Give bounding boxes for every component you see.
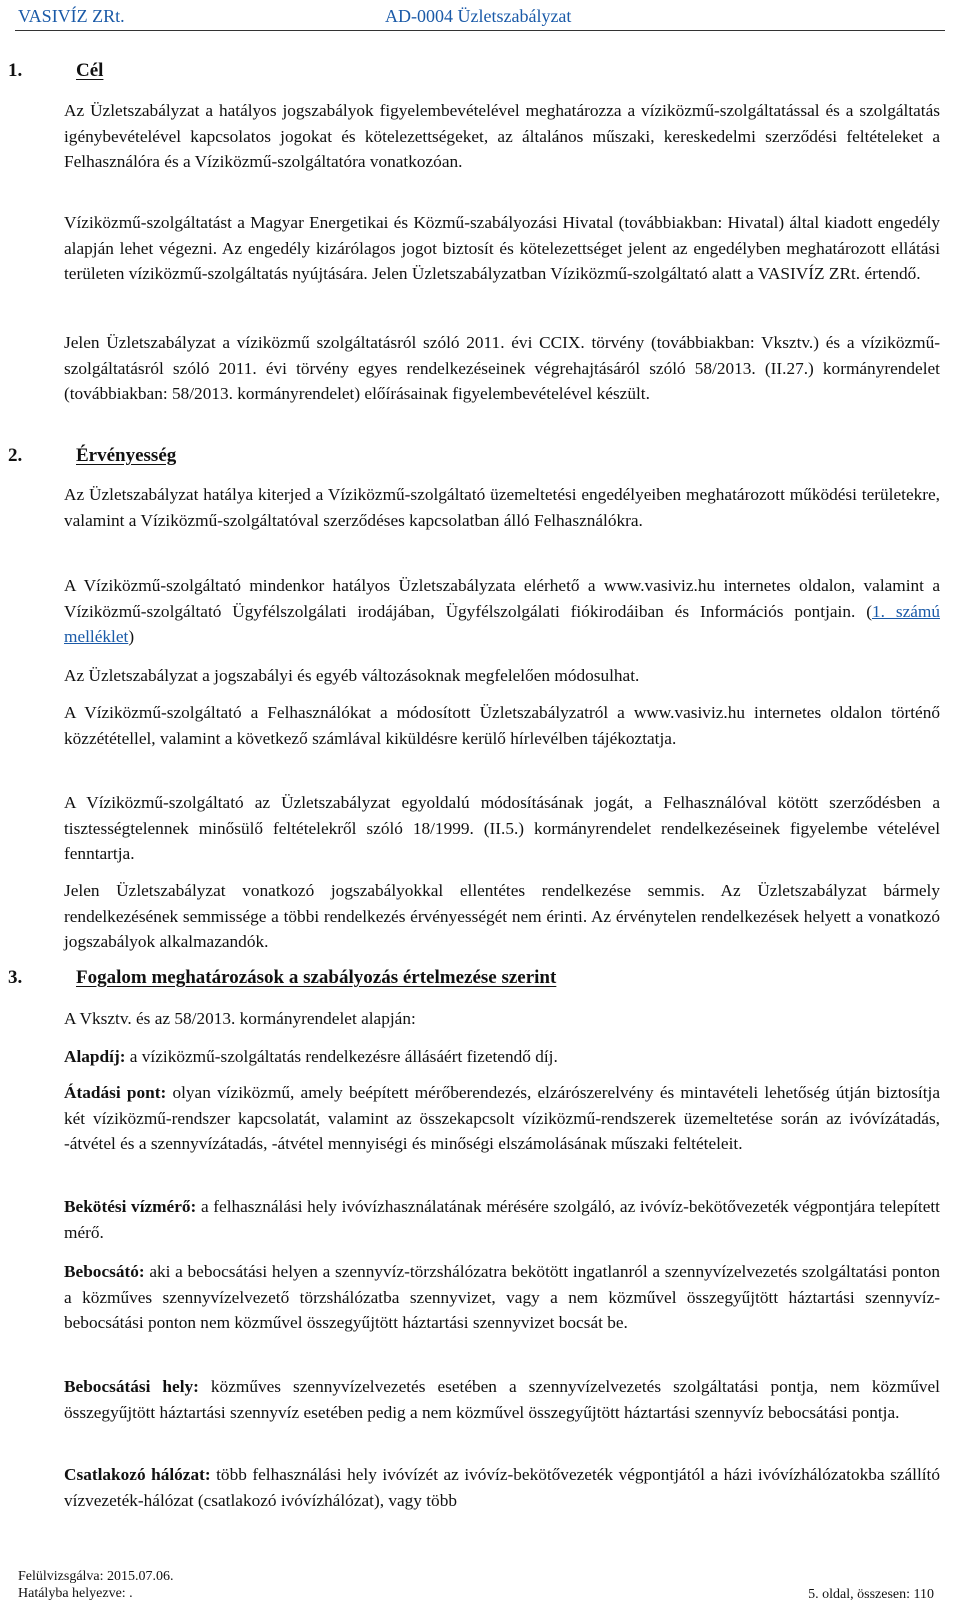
section-heading-3 (8, 967, 556, 989)
paragraph: A Víziközmű-szolgáltató a Felhasználókat a módosított Üzletszabályzatról a www.vasiviz.hu internetes oldalon történő közzététellel, valamint a következő számlával kiküldésre kerülő hírlevélben tájékoztatja. (64, 703, 940, 748)
definition (64, 1374, 940, 1425)
paragraph: Jelen Üzletszabályzat a víziközmű szolgáltatásról szóló 2011. évi CCIX. törvény (továbbiakban: Vksztv.) és a víziközmű-szolgáltatásról szóló 2011. évi törvény egyes rendelkezéseinek végrehajtásáról szóló 58/2013. (II.27.) kormányrendelet (továbbiakban: 58/2013. kormányrendelet) előírásainak figyelembevételével készült. (64, 333, 940, 404)
section-number: 2. (8, 445, 23, 466)
definition-term: Bebocsátó: (64, 1262, 145, 1281)
paragraph: A Vksztv. és az 58/2013. kormányrendelet alapján: (64, 1009, 416, 1028)
footer-dates (18, 1568, 174, 1602)
paragraph: Víziközmű-szolgáltatást a Magyar Energetikai és Közmű-szabályozási Hivatal (továbbiakban: Hivatal) által kiadott engedély alapján lehet végezni. Az engedély kizárólagos jogot biztosít és kötelezettséget jelent az engedélyben meghatározott ellátási területen víziközmű-szolgáltatás nyújtására. Jelen Üzletszabályzatban Víziközmű-szolgáltató alatt a VASIVÍZ ZRt. értendő. (64, 213, 940, 284)
attachment-link[interactable]: 1. számú melléklet (64, 601, 940, 647)
section-title: Fogalom meghatározások a szabályozás értelmezése szerint (76, 967, 557, 988)
definition-term: Alapdíj: (64, 1047, 126, 1066)
definition-text: olyan víziközmű, amely beépített mérőberendezés, elzárószerelvény és mintavételi lehetőség útján biztosítja két víziközmű-rendszer kapcsolatát, valamint az összekapcsolt víziközmű-rendszerek üzemeltetése során az ivóvízátadás, -átvétel és a szennyvízátadás, -átvétel mennyiségi és minőségi elszámolásának műszaki feltételeit. (64, 1083, 940, 1154)
footer-effective-date: Hatályba helyezve: . (18, 1586, 133, 1601)
definition-text: több felhasználási hely ivóvízét az ivóvíz-bekötővezeték végpontjától a házi ivóvízhálózatokba szállító vízvezeték-hálózat (csatlakozó ivóvízhálózat), vagy több (64, 1465, 940, 1510)
definition-text: közműves szennyvízelvezetés esetében a szennyvízelvezetés szolgáltatási pontja, nem közművel összegyűjtött háztartási szennyvíz esetében pedig a nem közművel összegyűjtött háztartási szennyvíz bebocsátási pontja. (64, 1377, 940, 1422)
definition (64, 1080, 940, 1157)
header-doc-title: AD-0004 Üzletszabályzat (385, 6, 572, 26)
footer-review-date: Felülvizsgálva: 2015.07.06. (18, 1569, 174, 1584)
paragraph: Az Üzletszabályzat hatálya kiterjed a Víziközmű-szolgáltató üzemeltetési engedélyeiben meghatározott működési területekre, valamint a Víziközmű-szolgáltatóval szerződéses kapcsolatban álló Felhasználókra. (64, 485, 940, 530)
footer-page-number: 5. oldal, összesen: 110 (808, 1587, 934, 1602)
definition-term: Bekötési vízmérő: (64, 1197, 197, 1216)
paragraph: Jelen Üzletszabályzat vonatkozó jogszabályokkal ellentétes rendelkezése semmis. Az Üzletszabályzat bármely rendelkezésének semmissége a többi rendelkezés érvényességét nem érinti. Az érvénytelen rendelkezések helyett a vonatkozó jogszabályok alkalmazandók. (64, 881, 940, 952)
paragraph: Az Üzletszabályzat a jogszabályi és egyéb változásoknak megfelelően módosulhat. (64, 666, 640, 685)
definition (64, 1259, 940, 1336)
section-number: 1. (8, 60, 23, 81)
paragraph-text: A Víziközmű-szolgáltató mindenkor hatályos Üzletszabályzata elérhető a www.vasiviz.hu internetes oldalon, valamint a Víziközmű-szolgáltató Ügyfélszolgálati irodájában, Ügyfélszolgálati fiókirodáiban és Információs pontjain. ( (64, 576, 940, 621)
definition-term: Bebocsátási hely: (64, 1377, 199, 1396)
definition (64, 1462, 940, 1513)
header-company: VASIVÍZ ZRt. (18, 6, 125, 26)
section-heading-1 (8, 60, 103, 82)
section-title: Cél (76, 60, 104, 81)
definition-text: aki a bebocsátási helyen a szennyvíz-törzshálózatra bekötött ingatlanról a szennyvízelvezetés szolgáltatási ponton a közműves szennyvízelvezető törzshálózatba szennyvizet, vagy a nem közművel összegyűjtött háztartási szennyvíz-bebocsátási ponton nem közművel összegyűjtött háztartási szennyvizet bocsát be. (64, 1262, 940, 1333)
section-heading-2 (8, 445, 176, 467)
header-divider (15, 30, 945, 31)
definition-text: a víziközmű-szolgáltatás rendelkezésre állásáért fizetendő díj. (125, 1047, 558, 1066)
paragraph: Az Üzletszabályzat a hatályos jogszabályok figyelembevételével meghatározza a víziközmű-szolgáltatással és a szolgáltatás igénybevételével kapcsolatos jogokat és kötelezettségeket, az általános műszaki, kereskedelmi szerződési feltételeket a Felhasználóra és a Víziközmű-szolgáltatóra vonatkozóan. (64, 101, 940, 172)
paragraph (64, 573, 940, 650)
paragraph-text: ) (128, 627, 135, 647)
definition-text: a felhasználási hely ivóvízhasználatának mérésére szolgáló, az ivóvíz-bekötővezeték végpontjára telepített mérő. (64, 1197, 940, 1242)
section-title: Érvényesség (76, 445, 177, 466)
definition (64, 1044, 940, 1070)
section-number: 3. (8, 967, 23, 988)
definition-term: Átadási pont: (64, 1083, 167, 1102)
paragraph: A Víziközmű-szolgáltató az Üzletszabályzat egyoldalú módosításának jogát, a Felhasználóval kötött szerződésben a tisztességtelennek minősülő feltételekről szóló 18/1999. (II.5.) kormányrendelet rendelkezéseinek figyelembe vételével fenntartja. (64, 793, 940, 864)
definition (64, 1194, 940, 1245)
definition-term: Csatlakozó hálózat: (64, 1465, 211, 1484)
